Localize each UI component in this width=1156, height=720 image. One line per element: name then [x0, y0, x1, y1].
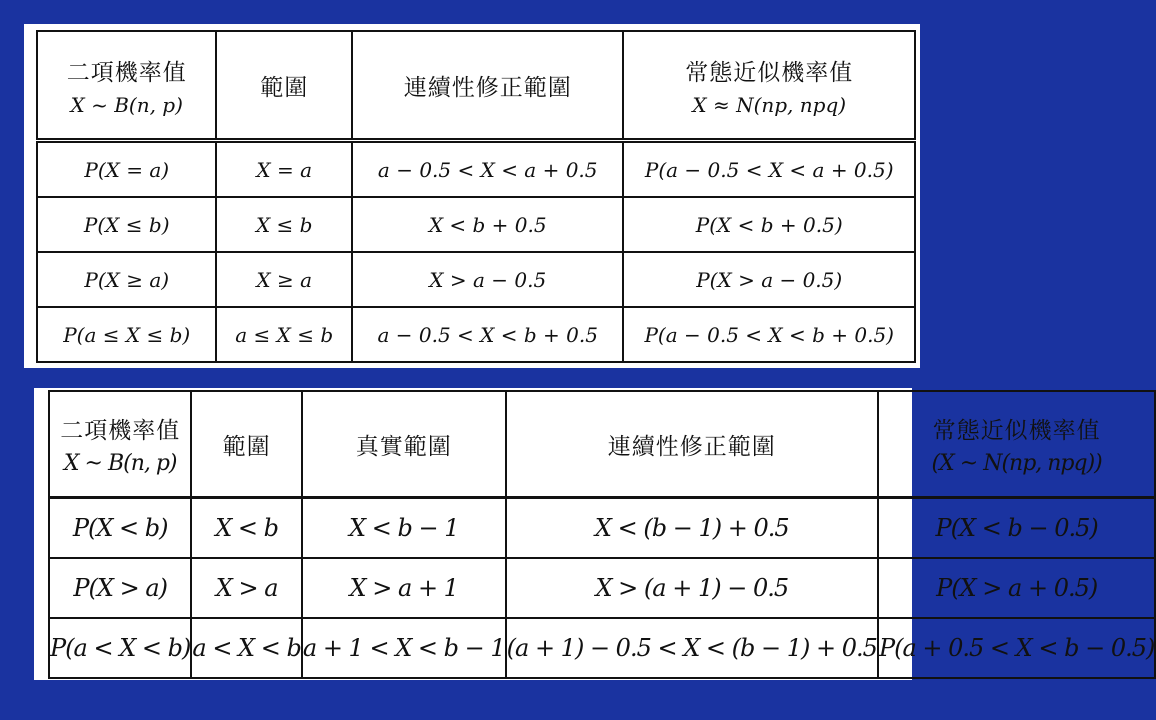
table2-header-cell: [191, 391, 302, 498]
table-row: [37, 252, 915, 307]
table-cell: P(X > a): [49, 558, 191, 618]
table-cell: P(a − 0.5 < X < a + 0.5): [623, 141, 915, 198]
table2-header-cell: [878, 391, 1155, 498]
table-cell: X > (a + 1) − 0.5: [506, 558, 878, 618]
table1-header-cell: [216, 31, 352, 141]
table-cell: P(a + 0.5 < X < b − 0.5): [878, 618, 1155, 678]
table-row: [49, 558, 1155, 618]
table-cell: X > a − 0.5: [352, 252, 623, 307]
table-cell: P(X < b): [49, 498, 191, 559]
table-cell: X < (b − 1) + 0.5: [506, 498, 878, 559]
header-title: 範圍: [222, 433, 271, 460]
table-row: [37, 141, 915, 198]
table-cell: P(X > a + 0.5): [878, 558, 1155, 618]
table1-panel: [24, 24, 920, 368]
table-row: [49, 498, 1155, 559]
table-cell: P(X > a − 0.5): [623, 252, 915, 307]
header-title: 二項機率值: [60, 418, 181, 444]
table-cell: P(X < b − 0.5): [878, 498, 1155, 559]
table-cell: P(X = a): [37, 141, 216, 198]
table-cell: X ≤ b: [216, 197, 352, 252]
table-cell: X = a: [216, 141, 352, 198]
table-cell: P(X < b + 0.5): [623, 197, 915, 252]
header-title: 連續性修正範圍: [403, 74, 572, 101]
table1-header-cell: [623, 31, 915, 141]
header-subtitle: X ~ B(n, p): [70, 92, 183, 117]
table-cell: a < X < b: [191, 618, 302, 678]
table-row: [37, 307, 915, 362]
header-title: 連續性修正範圍: [607, 433, 776, 460]
table2-header-cell: [506, 391, 878, 498]
table-cell: X < b − 1: [302, 498, 506, 559]
table-row: [49, 618, 1155, 678]
table-cell: P(X ≥ a): [37, 252, 216, 307]
table-cell: P(X ≤ b): [37, 197, 216, 252]
table-cell: a ≤ X ≤ b: [216, 307, 352, 362]
continuity-correction-table-strict: [48, 390, 1156, 679]
header-subtitle: X ≈ N(np, npq): [692, 92, 847, 117]
continuity-correction-table-inclusive: [36, 30, 916, 363]
table2-header-row: [49, 391, 1155, 498]
table-cell: (a + 1) − 0.5 < X < (b − 1) + 0.5: [506, 618, 878, 678]
header-subtitle: X ~ B(n, p): [63, 451, 177, 476]
table2-panel: [34, 388, 1155, 680]
header-title: 常態近似機率值: [685, 59, 854, 86]
table-cell: X ≥ a: [216, 252, 352, 307]
table1-header-row: [37, 31, 915, 141]
table-cell: X < b + 0.5: [352, 197, 623, 252]
table1-header-cell: [352, 31, 623, 141]
header-title: 常態近似機率值: [932, 418, 1101, 444]
table-cell: a − 0.5 < X < a + 0.5: [352, 141, 623, 198]
header-title: 範圍: [260, 74, 309, 101]
table2-header-cell: [49, 391, 191, 498]
table2-header-cell: [302, 391, 506, 498]
table-row: [37, 197, 915, 252]
table-cell: a − 0.5 < X < b + 0.5: [352, 307, 623, 362]
table-cell: X < b: [191, 498, 302, 559]
table-cell: P(a − 0.5 < X < b + 0.5): [623, 307, 915, 362]
table-cell: P(a ≤ X ≤ b): [37, 307, 216, 362]
header-title: 真實範圍: [355, 433, 452, 460]
header-title: 二項機率值: [66, 59, 187, 86]
table-cell: P(a < X < b): [49, 618, 191, 678]
table-cell: X > a: [191, 558, 302, 618]
header-subtitle: (X ~ N(np, npq)): [931, 451, 1102, 476]
table-cell: X > a + 1: [302, 558, 506, 618]
table1-header-cell: [37, 31, 216, 141]
table-cell: a + 1 < X < b − 1: [302, 618, 506, 678]
